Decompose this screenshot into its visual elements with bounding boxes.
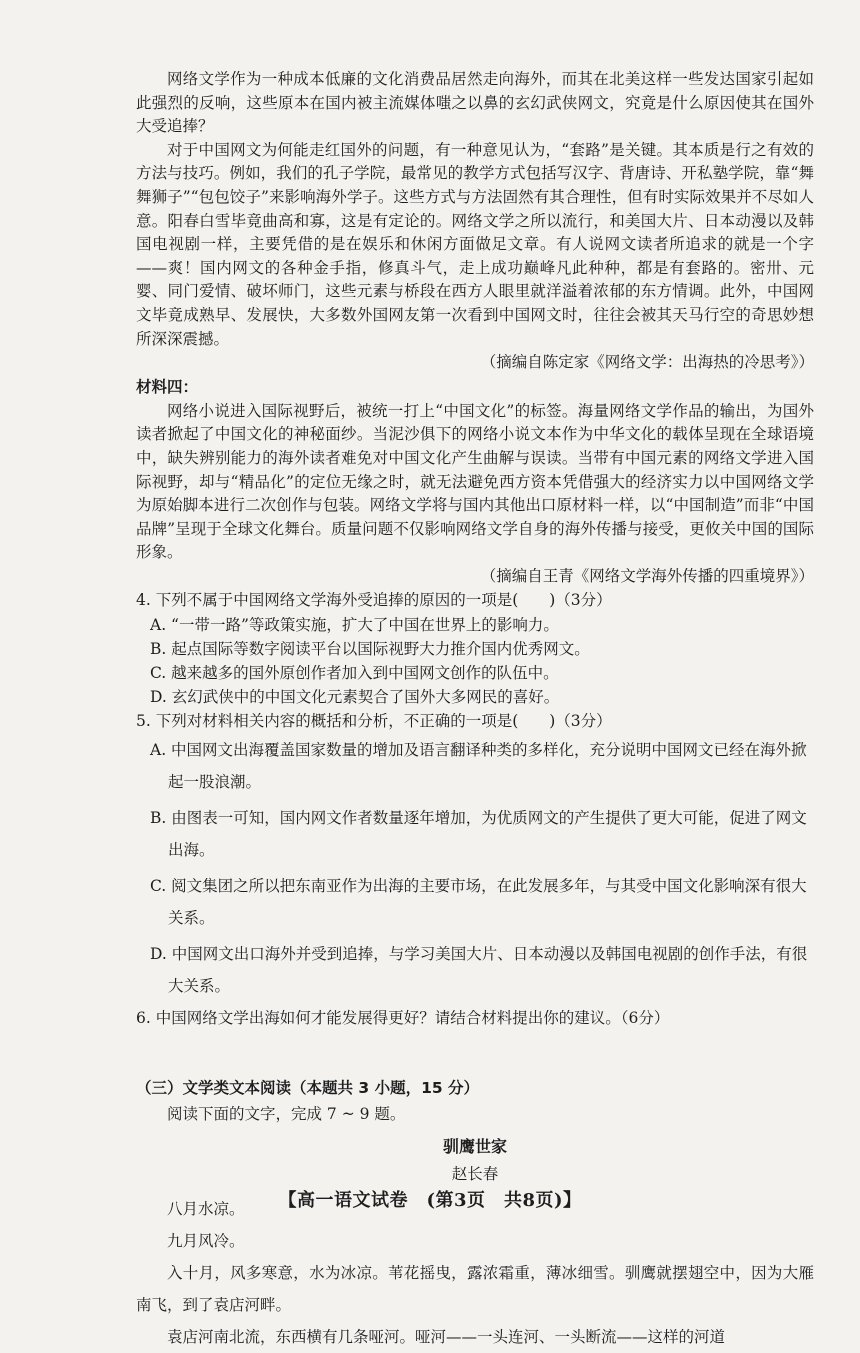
page-footer: 【高一语文试卷 (第3页 共8页)】 <box>278 1190 582 1211</box>
question-5-option-d-text: D. 中国网文出口海外并受到追捧，与学习美国大片、日本动漫以及韩国电视剧的创作手法，有很大关系。 <box>150 945 808 996</box>
section-3-instruction: 阅读下面的文字，完成 7 ~ 9 题。 <box>167 1105 406 1124</box>
question-5-option-c-text: C. 阅文集团之所以把东南亚作为出海的主要市场，在此发展多年，与其受中国文化影响深有很大关系。 <box>150 877 807 928</box>
story-paragraph-4: 袁店河南北流，东西横有几条哑河。哑河——一头连河、一头断流——这样的河道 <box>167 1328 726 1347</box>
story-author: 赵长春 <box>451 1165 499 1184</box>
material3-paragraph-1: 网络文学作为一种成本低廉的文化消费品居然走向海外，而其在北美这样一些发达国家引起如此强烈的反响，这些原本在国内被主流媒体嗤之以鼻的玄幻武侠网文，究竟是什么原因使其在国外大受追捧？ <box>136 70 814 136</box>
question-4-option-b: B. 起点国际等数字阅读平台以国际视野大力推介国内优秀网文。 <box>150 640 590 659</box>
question-5-option-a-text: A. 中国网文出海覆盖国家数量的增加及语言翻译种类的多样化，充分说明中国网文已经在海外掀起一股浪潮。 <box>150 741 807 792</box>
section-3-heading: （三）文学类文本阅读（本题共 3 小题，15 分） <box>136 1079 480 1098</box>
question-4-option-d: D. 玄幻武侠中的中国文化元素契合了国外大多网民的喜好。 <box>150 688 560 707</box>
material4-heading: 材料四： <box>136 377 199 396</box>
story-title: 驯鹰世家 <box>442 1137 507 1157</box>
question-5-stem: 5. 下列对材料相关内容的概括和分析，不正确的一项是( )（3分） <box>136 712 612 731</box>
material4-source: （摘编自王青《网络文学海外传播的四重境界》） <box>480 566 814 585</box>
question-5-option-b-text: B. 由图表一可知，国内网文作者数量逐年增加，为优质网文的产生提供了更大可能，促进了网文出海。 <box>150 809 807 860</box>
question-6-stem: 6. 中国网络文学出海如何才能发展得更好？请结合材料提出你的建议。（6分） <box>136 1009 670 1028</box>
question-4-stem: 4. 下列不属于中国网络文学海外受追捧的原因的一项是( )（3分） <box>136 591 612 610</box>
question-5-option-d <box>136 938 814 1002</box>
question-5-option-a <box>136 734 814 798</box>
story-paragraph-3: 入十月，风多寒意，水为冰凉。苇花摇曳，露浓霜重，薄冰细雪。驯鹰就摆翅空中，因为大雁南飞，到了袁店河畔。 <box>136 1264 814 1315</box>
question-4-option-a: A. “一带一路”等政策实施，扩大了中国在世界上的影响力。 <box>150 616 559 635</box>
material3-source: （摘编自陈定家《网络文学：出海热的冷思考》） <box>480 353 814 372</box>
material3-paragraph-2: 对于中国网文为何能走红国外的问题，有一种意见认为，“套路”是关键。其本质是行之有效的方法与技巧。例如，我们的孔子学院，最常见的教学方式包括写汉字、背唐诗、开私塾学院，靠“舞舞狮子”“包包饺子”来影响海外学子。这些方式与方法固然有其合理性，但有时实际效果并不尽如人意。阳春白雪毕竟曲高和寡，这是有定论的。网络文学之所以流行，和美国大片、日本动漫以及韩国电视剧一样，主要凭借的是在娱乐和休闲方面做足文章。有人说网文读者所追求的就是一个字——爽！国内网文的各种金手指，修真斗气，走上成功巅峰凡此种种，都是有套路的。密卅、元婴、同门爱情、破坏师门，这些元素与桥段在西方人眼里就洋溢着浓郁的东方情调。此外，中国网文毕竟成熟早、发展快，大多数外国网友第一次看到中国网文时，往往会被其天马行空的奇思妙想所深深震撼。 <box>136 140 814 348</box>
material4-paragraph: 网络小说进入国际视野后，被统一打上“中国文化”的标签。海量网络文学作品的输出，为国外读者掀起了中国文化的神秘面纱。当泥沙俱下的网络小说文本作为中华文化的载体呈现在全球语境中，缺失辨别能力的海外读者难免对中国文化产生曲解与误读。当带有中国元素的网络文学进入国际视野，却与“精品化”的定位无缘之时，就无法避免西方资本凭借强大的经济实力以中国网络文学为原始脚本进行二次创作与包装。网络文学将与国内其他出口原材料一样，以“中国制造”而非“中国品牌”呈现于全球文化舞台。质量问题不仅影响网络文学自身的海外传播与接受，更攸关中国的国际形象。 <box>136 401 814 562</box>
question-5-option-c <box>136 870 814 934</box>
question-5-option-b <box>136 802 814 866</box>
question-4-option-c: C. 越来越多的国外原创作者加入到中国网文创作的队伍中。 <box>150 664 559 683</box>
story-paragraph-1: 八月水凉。 <box>167 1200 245 1219</box>
story-paragraph-2: 九月风冷。 <box>167 1232 245 1251</box>
